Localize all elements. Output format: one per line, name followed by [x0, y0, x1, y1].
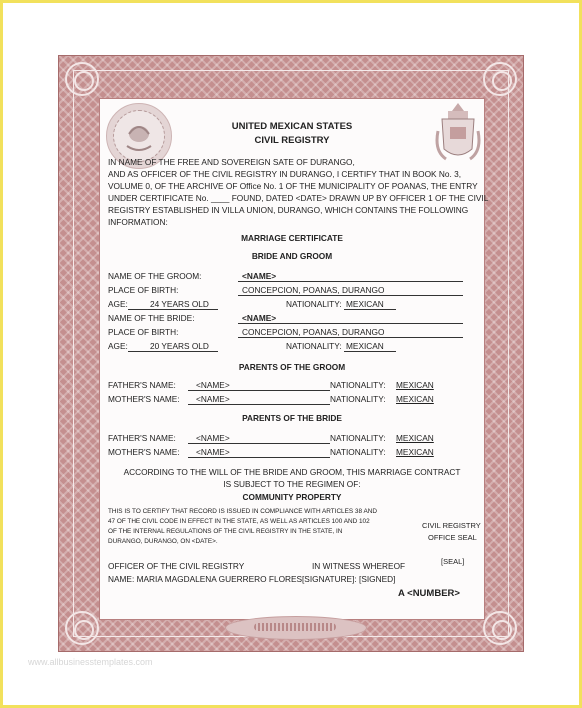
- bride-father-value: <NAME>: [196, 433, 230, 443]
- property-regime: COMMUNITY PROPERTY: [242, 492, 342, 502]
- groom-birth-label: PLACE OF BIRTH:: [108, 285, 179, 295]
- bride-father-nationality-label: NATIONALITY:: [330, 433, 386, 443]
- ribbon-ornament-icon: [225, 616, 367, 640]
- bride-birth-label: PLACE OF BIRTH:: [108, 327, 179, 337]
- underline: [188, 390, 330, 391]
- groom-nationality-value: MEXICAN: [346, 299, 384, 309]
- groom-father-label: FATHER'S NAME:: [108, 380, 176, 390]
- corner-ornament-icon: [483, 62, 517, 96]
- bride-mother-label: MOTHER'S NAME:: [108, 447, 180, 457]
- underline: [344, 351, 396, 352]
- section-title-parents-bride: PARENTS OF THE BRIDE: [242, 413, 342, 423]
- bride-nationality-value: MEXICAN: [346, 341, 384, 351]
- intro-line: UNDER CERTIFICATE No. ____ FOUND, DATED <DATE> DRAWN UP BY OFFICER 1 OF THE CIVIL: [108, 193, 489, 203]
- underline: [238, 295, 463, 296]
- certify-line: DURANGO, DURANGO, ON <DATE>.: [108, 538, 218, 545]
- bride-mother-nationality-value: MEXICAN: [396, 447, 434, 457]
- groom-father-value: <NAME>: [196, 380, 230, 390]
- office-seal-line: OFFICE SEAL: [428, 533, 477, 542]
- corner-ornament-icon: [65, 62, 99, 96]
- groom-mother-nationality-value: MEXICAN: [396, 394, 434, 404]
- bride-name-label: NAME OF THE BRIDE:: [108, 313, 195, 323]
- intro-line: IN NAME OF THE FREE AND SOVEREIGN SATE OF DURANGO,: [108, 157, 355, 167]
- certificate-paper: [99, 98, 489, 620]
- underline: [344, 309, 396, 310]
- officer-name: NAME: MARIA MAGDALENA GUERRERO FLORES: [108, 574, 303, 584]
- contract-line: ACCORDING TO THE WILL OF THE BRIDE AND GROOM, THIS MARRIAGE CONTRACT: [123, 467, 461, 477]
- groom-mother-label: MOTHER'S NAME:: [108, 394, 180, 404]
- section-title-parents-groom: PARENTS OF THE GROOM: [238, 362, 346, 372]
- bride-father-label: FATHER'S NAME:: [108, 433, 176, 443]
- bride-age-value: 20 YEARS OLD: [150, 341, 209, 351]
- bride-nationality-label: NATIONALITY:: [286, 341, 342, 351]
- groom-name-label: NAME OF THE GROOM:: [108, 271, 202, 281]
- groom-mother-value: <NAME>: [196, 394, 230, 404]
- officer-title: OFFICER OF THE CIVIL REGISTRY: [108, 561, 245, 571]
- certificate-title: MARRIAGE CERTIFICATE: [241, 233, 343, 243]
- section-title-bride-groom: BRIDE AND GROOM: [251, 251, 333, 261]
- intro-line: AND AS OFFICER OF THE CIVIL REGISTRY IN DURANGO, I CERTIFY THAT IN BOOK No. 3,: [108, 169, 461, 179]
- underline: [128, 351, 218, 352]
- bride-mother-value: <NAME>: [196, 447, 230, 457]
- certify-line: OF THE INTERNAL REGULATIONS OF THE CIVIL REGISTRY IN THE STATE, IN: [108, 528, 343, 535]
- intro-line: INFORMATION:: [108, 217, 168, 227]
- certify-line: THIS IS TO CERTIFY THAT RECORD IS ISSUED IN COMPLIANCE WITH ARTICLES 38 AND: [108, 508, 377, 515]
- underline: [238, 323, 463, 324]
- underline: [188, 443, 330, 444]
- intro-line: REGISTRY ESTABLISHED IN VILLA UNION, DURANGO, WHICH CONTAINS THE FOLLOWING: [108, 205, 469, 215]
- certificate-frame: [58, 55, 524, 652]
- groom-mother-nationality-label: NATIONALITY:: [330, 394, 386, 404]
- groom-age-label: AGE:: [108, 299, 128, 309]
- groom-father-nationality-value: MEXICAN: [396, 380, 434, 390]
- underline: [188, 457, 330, 458]
- certify-line: 47 OF THE CIVIL CODE IN EFFECT IN THE STATE, AS WELL AS ARTICLES 100 AND 102: [108, 518, 370, 525]
- office-seal-line: CIVIL REGISTRY: [422, 521, 481, 530]
- groom-name-value: <NAME>: [242, 271, 277, 281]
- header-registry: CIVIL REGISTRY: [254, 135, 330, 146]
- bride-birth-value: CONCEPCION, POANAS, DURANGO: [242, 327, 385, 337]
- header-country: UNITED MEXICAN STATES: [231, 121, 353, 132]
- watermark: www.allbusinesstemplates.com: [28, 657, 153, 667]
- groom-birth-value: CONCEPCION, POANAS, DURANGO: [242, 285, 385, 295]
- corner-ornament-icon: [483, 611, 517, 645]
- certificate-number: A <NUMBER>: [398, 588, 460, 599]
- bride-age-label: AGE:: [108, 341, 128, 351]
- witness-text: IN WITNESS WHEREOF: [312, 561, 406, 571]
- groom-father-nationality-label: NATIONALITY:: [330, 380, 386, 390]
- groom-nationality-label: NATIONALITY:: [286, 299, 342, 309]
- signature-text: [SIGNATURE]: [SIGNED]: [302, 574, 396, 584]
- underline: [128, 309, 218, 310]
- seal-placeholder: [SEAL]: [441, 557, 465, 566]
- bride-father-nationality-value: MEXICAN: [396, 433, 434, 443]
- contract-line: IS SUBJECT TO THE REGIMEN OF:: [223, 479, 361, 489]
- underline: [238, 281, 463, 282]
- bride-mother-nationality-label: NATIONALITY:: [330, 447, 386, 457]
- groom-age-value: 24 YEARS OLD: [150, 299, 209, 309]
- underline: [238, 337, 463, 338]
- bride-name-value: <NAME>: [242, 313, 277, 323]
- corner-ornament-icon: [65, 611, 99, 645]
- intro-line: VOLUME 0, OF THE ARCHIVE OF Office No. 1 OF THE MUNICIPALITY OF POANAS, THE ENTRY: [108, 181, 478, 191]
- underline: [188, 404, 330, 405]
